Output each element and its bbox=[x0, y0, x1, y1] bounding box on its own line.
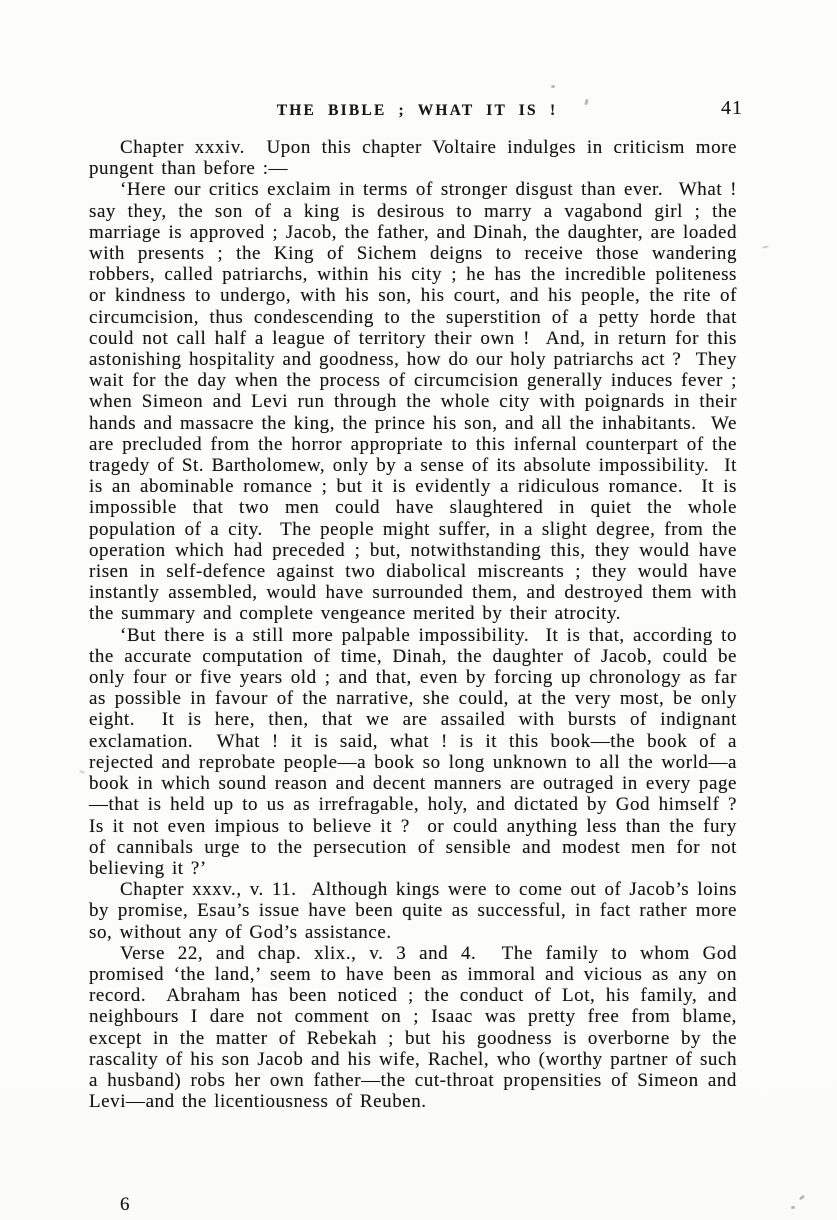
page-number: 41 bbox=[721, 97, 743, 119]
scan-speck bbox=[762, 245, 769, 248]
scan-speck bbox=[799, 1194, 806, 1200]
paragraph-chapter-xxxiv: Chapter xxxiv. Upon this chapter Voltaire indulges in criticism more pungent than before :— bbox=[89, 137, 745, 180]
text-block bbox=[89, 137, 752, 1113]
paragraph-verse-22: Verse 22, and chap. xlix., v. 3 and 4. The family to whom God promised ‘the land,’ seem to have been as immoral and vicious as any on record. Abraham has been noticed ; the conduct of Lot, his family, and neighbours I dare not comment on ; Isaac was pretty free from blame, except in the matter of Rebekah ; but his goodness is overborne by the rascality of his son Jacob and his wife, Rachel, who (worthy partner of such a husband) robs her own father—the cut-throat propensities of Simeon and Levi—and the licentiousness of Reuben. bbox=[89, 942, 745, 1113]
paragraph-chapter-xxxv: Chapter xxxv., v. 11. Although kings were to come out of Jacob’s loins by promise, Esau’s issue have been quite as successful, in fact rather more so, without any of God’s assistance. bbox=[89, 879, 745, 943]
scan-speck bbox=[791, 1206, 795, 1209]
scan-speck bbox=[551, 85, 555, 88]
paragraph-voltaire-quote-1: ‘Here our critics exclaim in terms of stronger disgust than ever. What ! say they, the son of a king is desirous to marry a vagabond girl ; the marriage is approved ; Jacob, the father, and Dinah, the daughter, are loaded with presents ; the King of Sichem deigns to receive those wandering robbers, called patriarchs, within his city ; he has the incredible politeness or kindness to undergo, with his son, his court, and his people, the rite of circumcision, thus condescending to the superstition of a petty horde that could not call half a league of territory their own ! And, in return for this astonishing hospitality and goodness, how do our holy patriarchs act ? They wait for the day when the process of circumcision generally induces fever ; when Simeon and Levi run through the whole city with poignards in their hands and massacre the king, the prince his son, and all the inhabitants. We are precluded from the horror appropriate to this infernal counterpart of the tragedy of St. Bartholomew, only by a sense of its absolute impossibility. It is an abominable romance ; but it is evidently a ridiculous romance. It is impossible that two men could have slaughtered in quiet the whole population of a city. The people might suffer, in a slight degree, from the operation which had preceded ; but, notwithstanding this, they would have risen in self-defence against two diabolical miscreants ; they would have instantly assembled, would have surrounded them, and destroyed them with the summary and complete vengeance merited by their atrocity. bbox=[89, 179, 745, 625]
running-header bbox=[89, 0, 745, 135]
signature-mark: 6 bbox=[120, 1194, 130, 1215]
paragraph-voltaire-quote-2: ‘But there is a still more palpable impossibility. It is that, according to the accurate computation of time, Dinah, the daughter of Jacob, could be only four or five years old ; and that, even by forcing up chronology as far as possible in favour of the narrative, she could, at the very most, be only eight. It is here, then, that we are assailed with bursts of indignant exclamation. What ! it is said, what ! is it this book—the book of a rejected and reprobate people—a book so long unknown to all the world—a book in which sound reason and decent manners are outraged in every page—that is held up to us as irrefragable, holy, and dictated by God himself ? Is it not even impious to believe it ? or could anything less than the fury of cannibals urge to the persecution of sensible and modest men for not believing it ?’ bbox=[89, 624, 752, 879]
scan-speck bbox=[79, 770, 85, 774]
running-header-title: THE BIBLE ; WHAT IT IS ! bbox=[276, 102, 558, 119]
